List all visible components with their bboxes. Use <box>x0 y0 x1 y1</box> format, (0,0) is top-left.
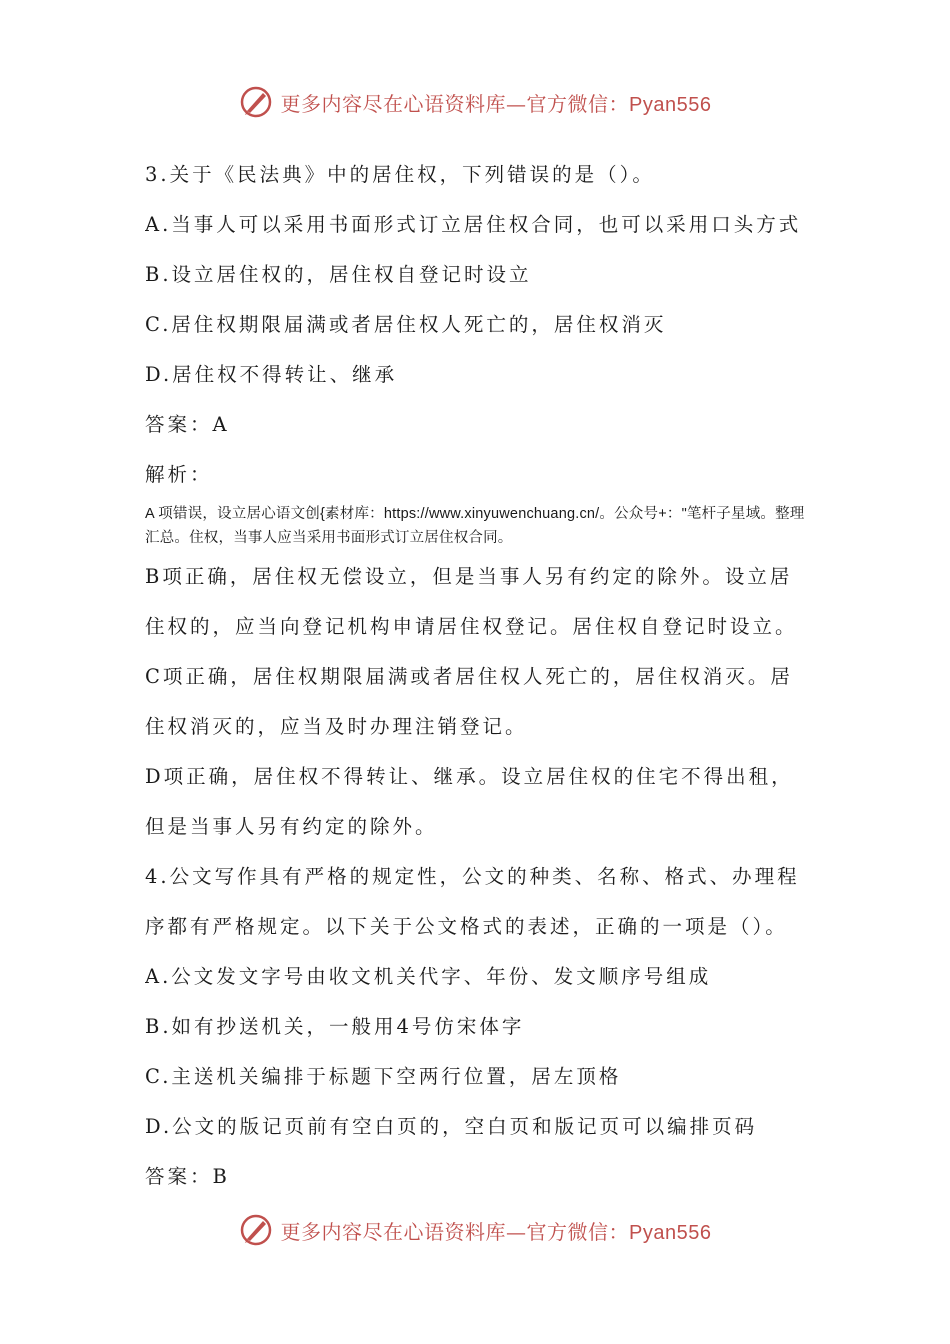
question-3-analysis-line: C项正确，居住权期限届满或者居住权人死亡的，居住权消灭。居 <box>145 665 793 688</box>
question-3-answer: 答案：A <box>145 413 230 436</box>
question-4-option-a: A.公文发文字号由收文机关代字、年份、发文顺序号组成 <box>145 965 712 988</box>
question-3-stem: 3.关于《民法典》中的居住权，下列错误的是（）。 <box>145 163 655 186</box>
question-3-analysis-line: D项正确，居住权不得转让、继承。设立居住权的住宅不得出租， <box>145 765 794 788</box>
question-4-answer: 答案：B <box>145 1165 230 1188</box>
watermark-text: 更多内容尽在心语资料库—官方微信：Pyan556 <box>280 1219 712 1244</box>
question-3-analysis-note: A 项错误，设立居心语文创{素材库：https://www.xinyuwenchuang.cn/。公众号+："笔杆子星域。整理汇总。住权，当事人应当采用书面形式订立居住权合同。 <box>145 506 805 546</box>
question-3-option-c: C.居住权期限届满或者居住权人死亡的，居住权消灭 <box>145 313 667 336</box>
document-body <box>145 150 810 1202</box>
question-3-option-d: D.居住权不得转让、继承 <box>145 363 398 386</box>
watermark-banner-bottom <box>0 1208 950 1252</box>
question-4-stem: 4.公文写作具有严格的规定性，公文的种类、名称、格式、办理程 <box>145 865 800 888</box>
question-3-analysis-line: 但是当事人另有约定的除外。 <box>145 815 438 838</box>
question-4-option-c: C.主送机关编排于标题下空两行位置，居左顶格 <box>145 1065 622 1088</box>
pen-logo-icon <box>239 1213 273 1247</box>
question-3-option-a: A.当事人可以采用书面形式订立居住权合同，也可以采用口头方式 <box>145 213 802 236</box>
pen-logo-icon <box>239 85 273 119</box>
question-3-analysis-line: B项正确，居住权无偿设立，但是当事人另有约定的除外。设立居 <box>145 565 793 588</box>
question-4-option-d: D.公文的版记页前有空白页的，空白页和版记页可以编排页码 <box>145 1115 758 1138</box>
watermark-banner-top <box>0 80 950 124</box>
question-3-option-b: B.设立居住权的，居住权自登记时设立 <box>145 263 532 286</box>
question-4-stem: 序都有严格规定。以下关于公文格式的表述，正确的一项是（）。 <box>145 915 788 938</box>
question-3-analysis-label: 解析： <box>145 463 213 486</box>
question-3-analysis-line: 住权的，应当向登记机构申请居住权登记。居住权自登记时设立。 <box>145 615 798 638</box>
question-3-analysis-line: 住权消灭的，应当及时办理注销登记。 <box>145 715 528 738</box>
question-4-option-b: B.如有抄送机关，一般用4号仿宋体字 <box>145 1015 525 1038</box>
watermark-text: 更多内容尽在心语资料库—官方微信：Pyan556 <box>280 91 712 116</box>
